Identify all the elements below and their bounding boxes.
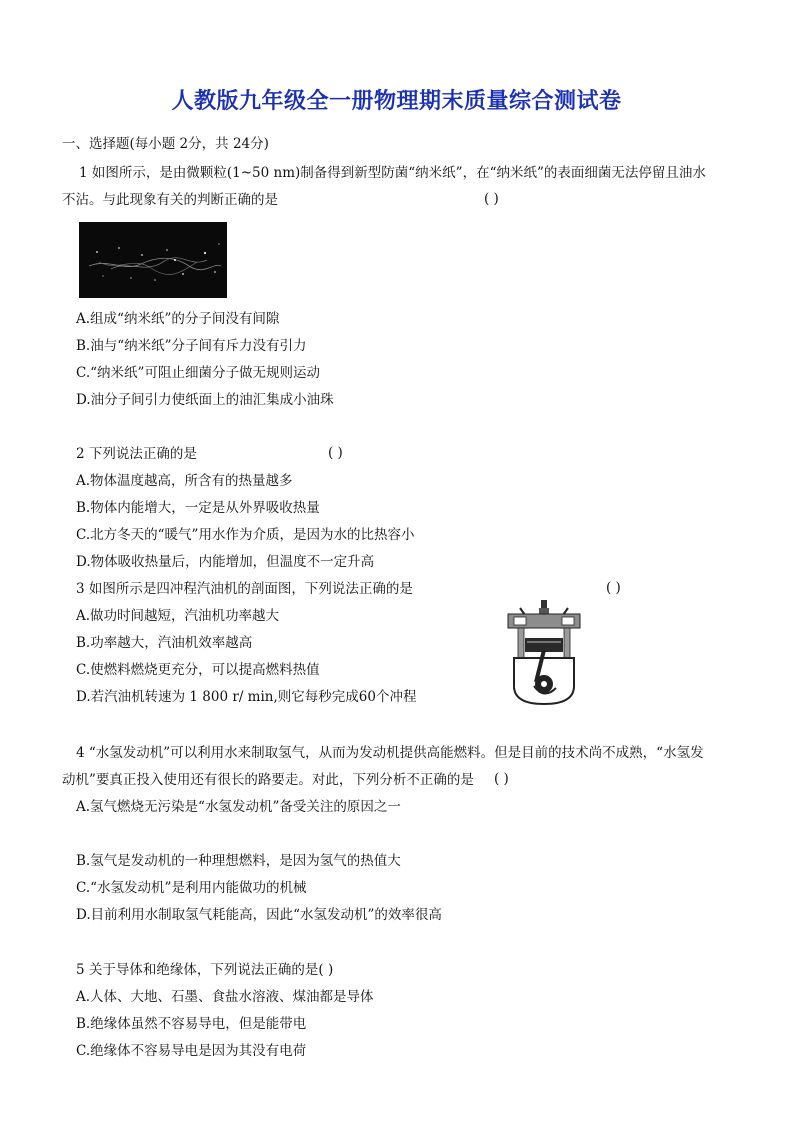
q3-stem: 3 如图所示是四冲程汽油机的剖面图，下列说法正确的是 bbox=[76, 581, 413, 597]
q4-stem-line2: 动机”要真正投入使用还有很长的路要走。对此，下列分析不正确的是 bbox=[62, 772, 474, 788]
q2-option-a: A.物体温度越高，所含有的热量越多 bbox=[76, 473, 293, 489]
q4-stem-line1: 4 “水氢发动机”可以利用水来制取氢气，从而为发动机提供高能燃料。但是目前的技术尚不成熟，“水氢发 bbox=[76, 745, 704, 761]
q4-option-b: B.氢气是发动机的一种理想燃料，是因为氢气的热值大 bbox=[76, 853, 401, 869]
nanopaper-photo-graphic bbox=[79, 222, 227, 298]
engine-cross-section-graphic bbox=[496, 600, 590, 708]
q5-option-c: C.绝缘体不容易导电是因为其没有电荷 bbox=[76, 1043, 307, 1059]
q3-option-a: A.做功时间越短，汽油机功率越大 bbox=[76, 608, 280, 624]
q1-option-c: C.“纳米纸”可阻止细菌分子做无规则运动 bbox=[76, 365, 320, 381]
q3-option-d: D.若汽油机转速为 1 800 r/ min,则它每秒完成60个冲程 bbox=[76, 689, 417, 705]
q3-option-b: B.功率越大，汽油机效率越高 bbox=[76, 635, 253, 651]
q3-answer-paren: ( ) bbox=[606, 580, 621, 596]
q4-option-c: C.“水氢发动机”是利用内能做功的机械 bbox=[76, 880, 307, 896]
q1-option-b: B.油与“纳米纸”分子间有斥力没有引力 bbox=[76, 338, 307, 354]
q2-answer-paren: ( ) bbox=[328, 445, 343, 461]
section-heading: 一、选择题(每小题 2分，共 24分) bbox=[62, 136, 269, 152]
nanopaper-photo bbox=[79, 222, 227, 298]
q3-option-c: C.使燃料燃烧更充分，可以提高燃料热值 bbox=[76, 662, 320, 678]
q5-stem: 5 关于导体和绝缘体，下列说法正确的是( ) bbox=[76, 962, 334, 978]
q5-option-a: A.人体、大地、石墨、食盐水溶液、煤油都是导体 bbox=[76, 989, 374, 1005]
page-title: 人教版九年级全一册物理期末质量综合测试卷 bbox=[171, 89, 622, 114]
q4-option-d: D.目前利用水制取氢气耗能高，因此“水氢发动机”的效率很高 bbox=[76, 907, 442, 923]
q5-option-b: B.绝缘体虽然不容易导电，但是能带电 bbox=[76, 1016, 307, 1032]
q1-answer-paren: ( ) bbox=[484, 191, 499, 207]
q1-stem-line2: 不沾。与此现象有关的判断正确的是 bbox=[62, 192, 278, 208]
q2-option-b: B.物体内能增大，一定是从外界吸收热量 bbox=[76, 500, 320, 516]
q2-stem: 2 下列说法正确的是 bbox=[76, 446, 197, 462]
engine-cross-section bbox=[496, 600, 590, 708]
q2-option-c: C.北方冬天的“暖气”用水作为介质，是因为水的比热容小 bbox=[76, 527, 415, 543]
q1-option-d: D.油分子间引力使纸面上的油汇集成小油珠 bbox=[76, 392, 334, 408]
q1-stem-line1: 1 如图所示，是由微颗粒(1~50 nm)制备得到新型防菌“纳米纸”，在“纳米纸”的表面细菌无法停留且油水 bbox=[79, 165, 706, 181]
q2-option-d: D.物体吸收热量后，内能增加，但温度不一定升高 bbox=[76, 554, 375, 570]
q4-answer-paren: ( ) bbox=[494, 771, 509, 787]
q4-option-a: A.氢气燃烧无污染是“水氢发动机”备受关注的原因之一 bbox=[76, 799, 401, 815]
q1-option-a: A.组成“纳米纸”的分子间没有间隙 bbox=[76, 311, 280, 327]
